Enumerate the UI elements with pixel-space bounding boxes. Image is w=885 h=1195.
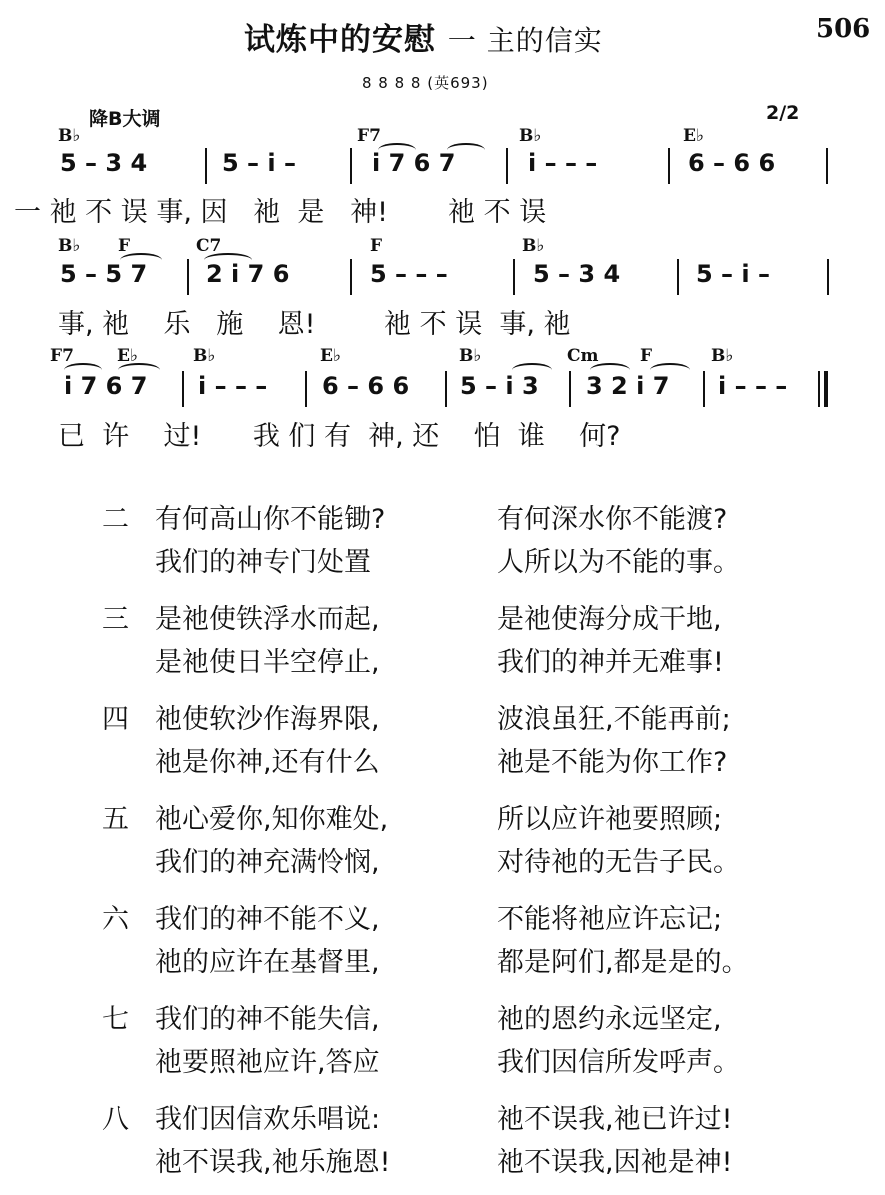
verse-number: 四: [102, 704, 129, 735]
final-barline-thin: [818, 371, 820, 407]
chord-symbol: F: [640, 346, 653, 366]
measure-notes: 6 – 6 6: [688, 149, 776, 177]
barline: [445, 371, 447, 407]
verse-line: 祂不误我,因祂是神!: [497, 1147, 733, 1178]
verse-line: 是祂使海分成干地,: [497, 604, 722, 635]
final-barline-thick: [824, 371, 828, 407]
verse-line: 我们的神并无难事!: [497, 647, 724, 678]
measure-notes: 5 – 5 7: [60, 260, 148, 288]
barline: [350, 148, 352, 184]
barline: [703, 371, 705, 407]
chord-symbol: B♭: [193, 346, 216, 366]
barline: [668, 148, 670, 184]
meter-label: 8 8 8 8 (英693): [362, 74, 489, 92]
verse-number: 五: [102, 804, 129, 835]
verse-line: 祂使软沙作海界限,: [155, 704, 380, 735]
verse-line: 有何深水你不能渡?: [497, 504, 728, 535]
verse-number: 七: [102, 1004, 129, 1035]
time-signature: 2/2: [766, 102, 800, 124]
measure-notes: 6 – 6 6: [322, 372, 410, 400]
verse-line: 祂的应许在基督里,: [155, 947, 380, 978]
lyric-line: 一 祂 不 误 事, 因 祂 是 神! 祂 不 误: [14, 197, 547, 228]
barline: [513, 259, 515, 295]
verse-line: 是祂使日半空停止,: [155, 647, 380, 678]
measure-notes: 5 – i –: [696, 260, 770, 288]
verse-line: 我们的神充满怜悯,: [155, 847, 380, 878]
measure-notes: i – – –: [528, 149, 598, 177]
verse-line: 祂的恩约永远坚定,: [497, 1004, 722, 1035]
verse-line: 祂心爱你,知你难处,: [155, 804, 389, 835]
hymn-number: 506: [816, 14, 871, 44]
verse-line: 波浪虽狂,不能再前;: [497, 704, 731, 735]
verse-line: 我们因信所发呼声。: [497, 1047, 740, 1078]
measure-notes: 5 – – –: [370, 260, 448, 288]
measure-notes: 5 – i 3: [460, 372, 539, 400]
key-signature: 降B大调: [89, 108, 161, 130]
measure-notes: i – – –: [198, 372, 268, 400]
chord-symbol: B♭: [519, 126, 542, 146]
hymn-title: [244, 14, 603, 59]
measure-notes: 5 – i –: [222, 149, 296, 177]
chord-symbol: E♭: [683, 126, 704, 146]
chord-symbol: B♭: [58, 236, 81, 256]
verse-line: 我们的神专门处置: [155, 547, 371, 578]
verse-number: 二: [102, 504, 129, 535]
barline: [182, 371, 184, 407]
chord-symbol: E♭: [320, 346, 341, 366]
verse-line: 人所以为不能的事。: [497, 547, 740, 578]
measure-notes: 5 – 3 4: [533, 260, 621, 288]
verse-number: 六: [102, 904, 129, 935]
verse-line: 所以应许祂要照顾;: [497, 804, 723, 835]
verse-line: 祂是不能为你工作?: [497, 747, 728, 778]
barline: [350, 259, 352, 295]
chord-symbol: C7: [196, 236, 222, 256]
verse-line: 是祂使铁浮水而起,: [155, 604, 380, 635]
barline: [305, 371, 307, 407]
verse-line: 我们因信欢乐唱说:: [155, 1104, 381, 1135]
measure-notes: 2 i 7 6: [206, 260, 290, 288]
verse-line: 我们的神不能失信,: [155, 1004, 380, 1035]
barline: [205, 148, 207, 184]
verse-line: 对待祂的无告子民。: [497, 847, 740, 878]
title-subtitle: 一 主的信实: [447, 24, 603, 57]
chord-symbol: B♭: [711, 346, 734, 366]
barline: [827, 259, 829, 295]
verse-line: 祂不误我,祂乐施恩!: [155, 1147, 391, 1178]
chord-symbol: F: [118, 236, 131, 256]
measure-notes: 5 – 3 4: [60, 149, 148, 177]
measure-notes: 3 2 i 7: [586, 372, 670, 400]
lyric-line: 事, 祂 乐 施 恩! 祂 不 误 事, 祂: [58, 309, 571, 340]
verse-line: 不能将祂应许忘记;: [497, 904, 723, 935]
barline: [187, 259, 189, 295]
title-main: 试炼中的安慰: [244, 22, 436, 58]
verse-line: 祂不误我,祂已许过!: [497, 1104, 733, 1135]
barline: [569, 371, 571, 407]
barline: [506, 148, 508, 184]
chord-symbol: F: [370, 236, 383, 256]
verse-line: 都是阿们,都是是的。: [497, 947, 749, 978]
measure-notes: i – – –: [718, 372, 788, 400]
chord-symbol: B♭: [459, 346, 482, 366]
chord-symbol: B♭: [58, 126, 81, 146]
chord-symbol: E♭: [117, 346, 138, 366]
measure-notes: i 7 6 7: [372, 149, 456, 177]
verse-line: 祂是你神,还有什么: [155, 747, 380, 778]
measure-notes: i 7 6 7: [64, 372, 148, 400]
barline: [677, 259, 679, 295]
chord-symbol: Cm: [567, 346, 599, 366]
verse-line: 有何高山你不能锄?: [155, 504, 386, 535]
chord-symbol: B♭: [522, 236, 545, 256]
verse-line: 我们的神不能不义,: [155, 904, 380, 935]
chord-symbol: F7: [357, 126, 381, 146]
verse-number: 三: [102, 604, 129, 635]
verse-number: 八: [102, 1104, 129, 1135]
barline: [826, 148, 828, 184]
chord-symbol: F7: [50, 346, 74, 366]
verse-line: 祂要照祂应许,答应: [155, 1047, 380, 1078]
lyric-line: 已 许 过! 我 们 有 神, 还 怕 谁 何?: [58, 421, 621, 452]
